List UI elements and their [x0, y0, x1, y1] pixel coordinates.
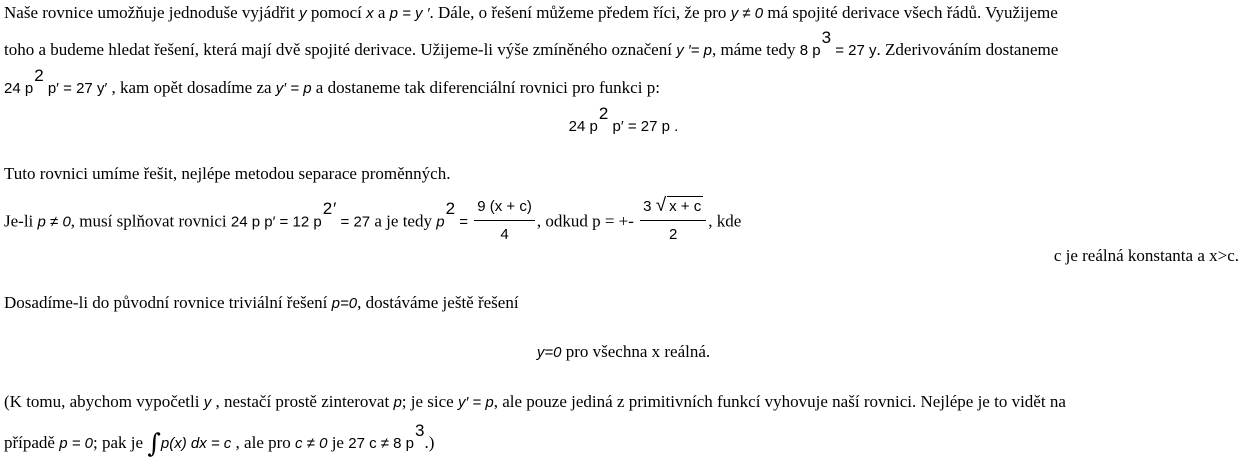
text: toho a budeme hledat řešení, která mají dvě spojité derivace. Užijeme-li výše zmíněného označení [4, 40, 677, 59]
text: pro všechna x reálná. [561, 342, 711, 361]
math-integral: p(x) dx = c [160, 435, 232, 452]
text: , kam opět dosadíme za [107, 78, 276, 97]
equation-1 [0, 104, 1247, 137]
math-p: p [393, 394, 402, 411]
text: , kde [708, 211, 742, 231]
paragraph-3-continuation [1054, 246, 1239, 266]
text: je [327, 433, 349, 452]
paragraph-5-line-2 [4, 421, 435, 459]
math-condition: y ≠ 0 [730, 5, 764, 22]
math: p′ = 27 p [608, 118, 670, 135]
fraction-1 [474, 197, 535, 245]
superscript: 3 [821, 28, 832, 47]
fraction-2 [640, 196, 706, 245]
paragraph-2 [4, 164, 450, 184]
paragraph-3 [4, 195, 742, 247]
text: . Zderivováním dostaneme [876, 40, 1059, 59]
radicand: x + c [669, 198, 702, 215]
text: , máme tedy [711, 40, 800, 59]
math-x: x [366, 5, 374, 22]
text: (K tomu, abychom vypočetli [4, 392, 204, 411]
math: 27 c ≠ 8 p [348, 435, 415, 452]
math-condition: p ≠ 0 [37, 213, 71, 231]
text: , nestačí prostě zinterovat [211, 392, 394, 411]
math: 8 p [799, 42, 821, 59]
text: , musí splňovat rovnici [70, 211, 231, 231]
math-y: y [203, 394, 212, 411]
fraction-denominator: 2 [669, 226, 678, 243]
text: Naše rovnice umožňuje jednoduše vyjádřit [4, 3, 300, 22]
math-eq: y′ = p [457, 394, 494, 411]
superscript: 2 [322, 199, 333, 219]
math-y0: y=0 [536, 344, 562, 361]
equation-2 [0, 342, 1247, 363]
paragraph-1-line-2 [4, 28, 1059, 61]
integral-icon: ∫ [147, 429, 161, 459]
math-p0: p=0 [331, 295, 358, 312]
math-p0: p = 0 [59, 435, 94, 452]
math-eq: y ′= p [676, 42, 712, 59]
paragraph-5-line-1 [4, 392, 1066, 413]
text: . Dále, o řešení můžeme předem říci, že pro [429, 3, 731, 22]
text: Dosadíme-li do původní rovnice triviální řešení [4, 293, 332, 312]
text: a dostaneme tak diferenciální rovnici pro funkci p: [311, 78, 660, 97]
text: , ale pouze jediná z primitivních funkcí vyhovuje naší rovnici. Nejlépe je to vidět na [493, 392, 1066, 411]
text: Je-li [4, 211, 38, 231]
text: ; pak je [93, 433, 148, 452]
math-p: p [436, 213, 445, 231]
superscript: 2 [34, 66, 44, 85]
paragraph-4 [4, 293, 519, 314]
coefficient: 3 [643, 198, 656, 215]
fraction-numerator [640, 196, 706, 221]
math: 24 p [568, 118, 598, 135]
math: = [455, 213, 468, 231]
superscript: 2 [598, 104, 609, 123]
prime: ′ [333, 199, 337, 219]
text: a je tedy [370, 211, 437, 231]
text: pomocí [306, 3, 367, 22]
math: 24 p p′ = 12 p [230, 213, 322, 231]
superscript: 3 [415, 421, 425, 440]
text: , dostáváme ještě řešení [357, 293, 519, 312]
fraction-denominator: 4 [500, 225, 509, 243]
text: c je reálná konstanta a x>c. [1053, 246, 1239, 265]
text: a [373, 3, 390, 22]
text: ; je sice [401, 392, 458, 411]
math-condition: c ≠ 0 [295, 435, 328, 452]
math: 24 p [4, 80, 34, 97]
paragraph-1-line-1 [4, 3, 1058, 24]
text: , odkud p = +- [536, 211, 639, 231]
fraction-numerator: 9 (x + c) [474, 197, 535, 221]
math: = 27 y [831, 42, 877, 59]
math: p′ = 27 y′ [43, 80, 108, 97]
text: .) [424, 433, 435, 452]
math-eq: y′ = p [275, 80, 312, 97]
paragraph-1-line-3 [4, 66, 660, 99]
text: má spojité derivace všech řádů. Využijeme [763, 3, 1058, 22]
superscript: 2 [445, 199, 456, 219]
math: . [669, 118, 679, 135]
math-eq: p = y ′ [389, 5, 430, 22]
math: = 27 [336, 213, 371, 231]
math-y: y [299, 5, 307, 22]
text: případě [4, 433, 60, 452]
text: Tuto rovnici umíme řešit, nejlépe metodou separace proměnných. [4, 164, 451, 183]
text: , ale pro [231, 433, 296, 452]
sqrt-icon: √ [655, 195, 667, 216]
